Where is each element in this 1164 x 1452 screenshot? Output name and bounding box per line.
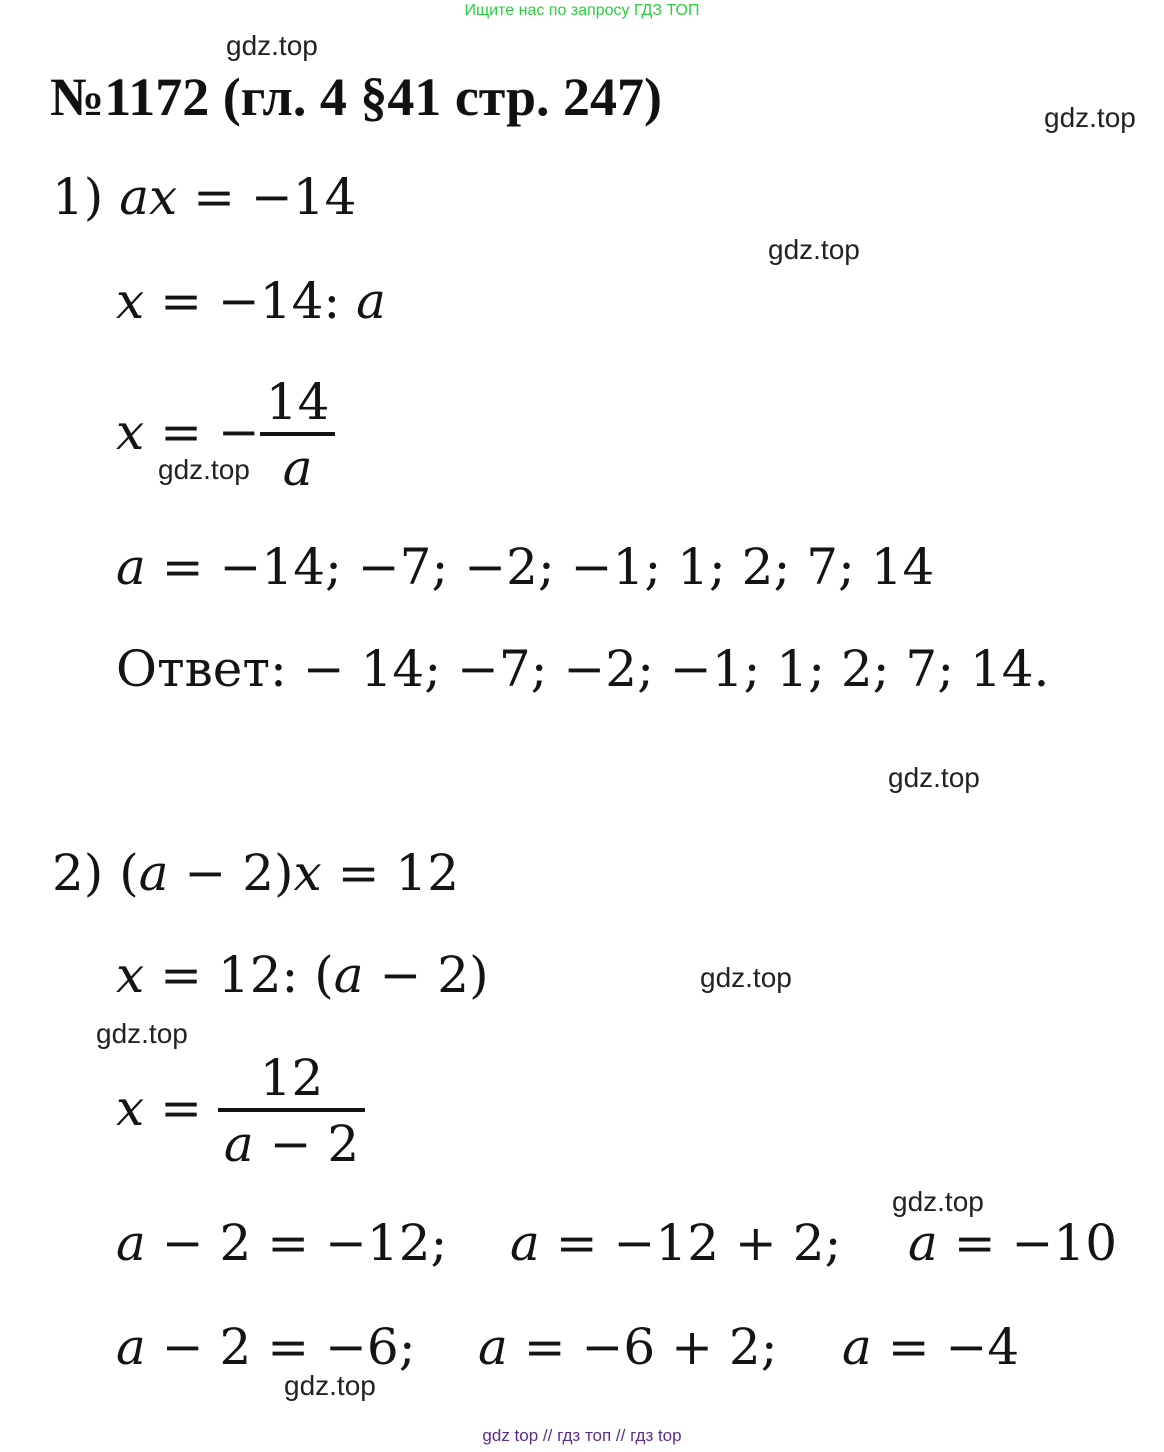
- expression: − 2 = −12;: [145, 1214, 448, 1272]
- equation-1-line-2: [116, 272, 386, 330]
- watermark: gdz.top: [158, 454, 250, 485]
- answer-1: Ответ: − 14; −7; −2; −1; 1; 2; 7; 14.: [116, 640, 1050, 698]
- equation-2-line-4c: [908, 1214, 1117, 1272]
- equation-2-line-4a: [116, 1214, 447, 1272]
- expression: = −14:: [144, 272, 357, 330]
- denominator: [218, 1112, 365, 1176]
- expression: = −12 + 2;: [539, 1214, 842, 1272]
- expression: = −6 + 2;: [507, 1318, 778, 1376]
- variable: a: [908, 1214, 938, 1272]
- expression: = −14; −7; −2; −1; 1; 2; 7; 14: [145, 538, 935, 596]
- equation-2-line-1: [52, 844, 459, 902]
- expression: − 2): [363, 946, 489, 1004]
- item-number: 1): [52, 168, 120, 226]
- watermark: gdz.top: [892, 1186, 984, 1217]
- expression: =: [144, 1079, 218, 1137]
- watermark: gdz.top: [1044, 102, 1136, 133]
- variable: a: [223, 1115, 254, 1173]
- watermark: gdz.top: [700, 962, 792, 993]
- watermark: gdz.top: [888, 762, 980, 793]
- variable: a: [333, 946, 364, 1004]
- numerator: 12: [259, 1049, 324, 1107]
- variable: a: [138, 844, 169, 902]
- variable: x: [116, 403, 145, 461]
- search-banner: Ищите нас по запросу ГДЗ ТОП: [464, 2, 700, 19]
- expression: = −: [144, 403, 260, 461]
- footer-links[interactable]: gdz top // гдз топ // гдз top: [482, 1426, 682, 1445]
- equation-2-line-2: [116, 946, 489, 1004]
- expression: − 2 = −6;: [145, 1318, 416, 1376]
- page-title: №1172 (гл. 4 §41 стр. 247): [50, 67, 663, 127]
- watermark: gdz.top: [768, 234, 860, 265]
- equation-2-line-4b: [510, 1214, 841, 1272]
- equation-2-line-5a: [116, 1318, 416, 1376]
- variable: a: [116, 1318, 146, 1376]
- fraction: [218, 1048, 365, 1176]
- item-number: 2) (: [52, 844, 139, 902]
- variable: a: [510, 1214, 540, 1272]
- denominator: a: [282, 439, 313, 497]
- expression: = 12: [321, 844, 460, 902]
- variable: x: [293, 844, 322, 902]
- equation-2-line-5c: [842, 1318, 1019, 1376]
- variable: a: [842, 1318, 872, 1376]
- variable: x: [116, 1079, 145, 1137]
- expression: = 12: (: [144, 946, 334, 1004]
- numerator: 14: [265, 373, 330, 431]
- variable: a: [478, 1318, 508, 1376]
- variable: a: [116, 538, 146, 596]
- watermark: gdz.top: [96, 1018, 188, 1049]
- variable: a: [356, 272, 386, 330]
- equation-1-line-4: [116, 538, 934, 596]
- watermark: gdz.top: [226, 30, 318, 61]
- variable: ax: [119, 168, 178, 226]
- expression: = −10: [937, 1214, 1118, 1272]
- variable: x: [116, 946, 145, 1004]
- fraction: [260, 372, 336, 500]
- equation-2-line-3: [116, 1048, 365, 1176]
- expression: = −14: [177, 168, 357, 226]
- variable: a: [116, 1214, 146, 1272]
- expression: = −4: [871, 1318, 1020, 1376]
- expression: − 2: [253, 1115, 360, 1173]
- watermark: gdz.top: [284, 1370, 376, 1401]
- variable: x: [116, 272, 145, 330]
- equation-1-line-1: [52, 168, 356, 226]
- expression: − 2): [168, 844, 294, 902]
- equation-2-line-5b: [478, 1318, 778, 1376]
